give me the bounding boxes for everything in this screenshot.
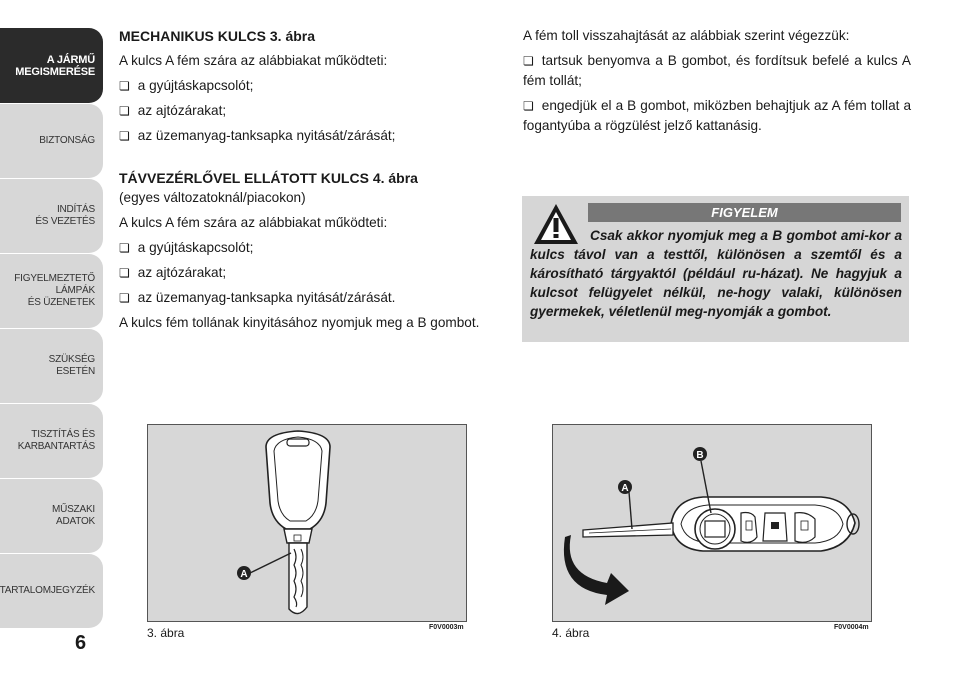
left-column [119,26,509,338]
list-item: ❏ a gyújtáskapcsolót; [119,238,509,258]
tab-label: SZÜKSÉG ESETÉN [48,354,95,377]
tab-vehicle-overview[interactable] [0,28,103,103]
paragraph: A kulcs A fém szára az alábbiakat működteti: [119,53,388,68]
tab-label: MŰSZAKI ADATOK [51,504,95,527]
figure-caption: 3. ábra [147,626,185,640]
heading-remote-key: TÁVVEZÉRLŐVEL ELLÁTOTT KULCS 4. ábra [119,170,418,186]
tab-safety[interactable] [0,104,103,178]
list-item: ❏ tartsuk benyomva a B gombot, és fordítsuk befelé a kulcs A fém tollát; [523,51,911,91]
tab-label: TARTALOMJEGYZÉK [0,585,95,596]
tab-label: A JÁRMŰ MEGISMERÉSE [15,53,95,78]
tab-label: INDÍTÁS ÉS VEZETÉS [35,204,95,227]
tab-maintenance[interactable] [0,404,103,478]
page-number: 6 [75,632,87,654]
mechanical-key-illustration [148,425,466,621]
list-item: ❏ az üzemanyag-tanksapka nyitását/zárását. [119,288,509,308]
tab-label: FIGYELMEZTETŐ LÁMPÁK ÉS ÜZENETEK [14,273,95,308]
figure-remote-key [552,424,872,622]
paragraph: A kulcs fém tollának kinyitásához nyomjuk meg a B gombot. [119,315,480,330]
tab-warning-lights[interactable] [0,254,103,328]
list-item: ❏ az ajtózárakat; [119,101,509,121]
figure-caption: 4. ábra [552,626,590,640]
figure-code: F0V0003m [429,624,464,631]
tab-technical-data[interactable] [0,479,103,553]
list-item: ❏ engedjük el a B gombot, miközben behajtjuk az A fém tollat a fogantyúba a rögzülést jelző kattanásig. [523,96,911,136]
list-item: ❏ a gyújtáskapcsolót; [119,76,509,96]
list-item: ❏ az ajtózárakat; [119,263,509,283]
tab-label: TISZTÍTÁS ÉS KARBANTARTÁS [17,429,95,452]
figure-mechanical-key [147,424,467,622]
warning-text: Csak akkor nyomjuk meg a B gombot ami-kor a kulcs távol van a testtől, különösen a szemtől és a károsítható tárgyaktól (például ru-házat). Ne hagyjuk a kulcsot felügyelet nélkül, ne-hogy valaki, különösen gyermekek, véletlenül meg-nyomják a gombot. [530,228,902,319]
right-column [523,26,911,141]
warning-title: FIGYELEM [588,203,901,222]
figure-code: F0V0004m [834,624,869,631]
label-a: A [621,483,629,494]
paragraph: A fém toll visszahajtását az alábbiak szerint végezzük: [523,28,850,43]
label-a: A [240,569,248,580]
tab-emergency[interactable] [0,329,103,403]
list-item: ❏ az üzemanyag-tanksapka nyitását/zárását; [119,126,509,146]
tab-label: BIZTONSÁG [39,135,95,146]
tab-index[interactable] [0,554,103,628]
subheading: (egyes változatoknál/piacokon) [119,190,306,205]
tab-starting-driving[interactable] [0,179,103,253]
label-b: B [696,450,704,461]
remote-key-illustration [553,425,871,621]
warning-box [522,196,909,342]
heading-mechanical-key: MECHANIKUS KULCS 3. ábra [119,28,316,44]
paragraph: A kulcs A fém szára az alábbiakat működteti: [119,215,388,230]
rotation-arrow [564,535,629,605]
